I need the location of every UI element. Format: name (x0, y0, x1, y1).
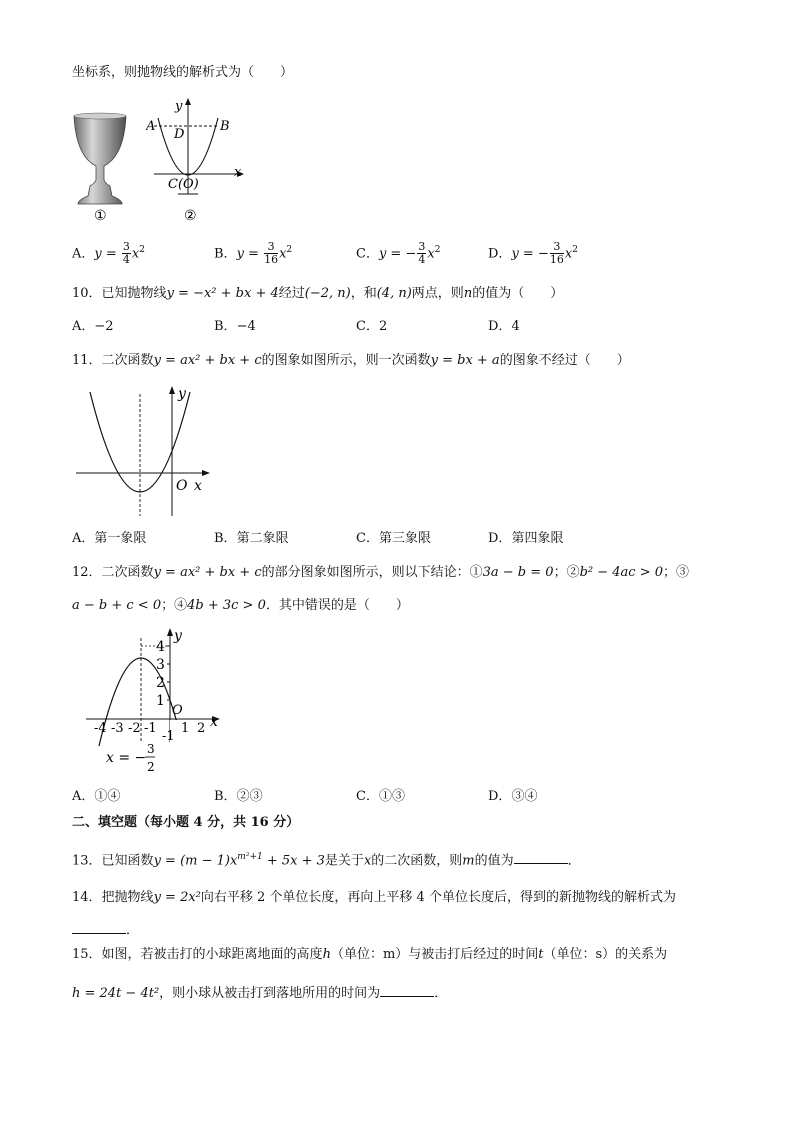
sq-sup: 2 (572, 245, 578, 255)
option-letter: A． (72, 531, 95, 546)
conclusion-4: 4b + 3c > 0 (187, 598, 266, 613)
frac-den: 16 (549, 253, 564, 267)
q12-stem-line2 (72, 597, 409, 615)
conclusion-3: a − b + c < 0 (72, 598, 162, 613)
q9-option-a[interactable] (72, 241, 145, 266)
stem-text: ；② (553, 565, 580, 580)
stem-text: 的值为（ ） (472, 286, 564, 301)
option-text: −4 (236, 319, 256, 334)
q15-stem-line2 (72, 983, 447, 1003)
option-text: 2 (378, 319, 388, 334)
question-number: 13． (72, 853, 102, 869)
stem-text: ；③ (663, 565, 690, 580)
option-text: ①③ (378, 789, 405, 804)
q9-option-c[interactable] (356, 241, 440, 266)
stem-text: 如图，若被击打的小球距离地面的高度 (101, 947, 323, 962)
option-sign: − (405, 246, 417, 262)
question-number: 11． (72, 353, 102, 368)
option-text: 第四象限 (511, 531, 564, 546)
frac-num: 3 (122, 240, 130, 254)
stem-text: 向右平移 2 个单位长度，再向上平移 4 个单位长度后，得到的新抛物线的解析式为 (200, 890, 676, 905)
q11-x-label: x (194, 478, 202, 494)
stem-text: （单位：m）与被击打后经过的时间 (330, 947, 539, 962)
q10-option-d[interactable] (488, 318, 520, 336)
answer-blank[interactable] (72, 920, 126, 934)
question-number: 15． (72, 947, 102, 962)
q12-o-label: O (172, 703, 183, 718)
frac-den: 16 (264, 253, 279, 267)
section-2-title: 二、填空题（每小题 4 分，共 16 分） (72, 815, 300, 830)
q12-option-b[interactable] (214, 788, 263, 806)
stem-text: 二次函数 (101, 565, 154, 580)
option-letter: B． (214, 246, 237, 262)
option-letter: D． (488, 319, 512, 334)
option-var: x (427, 246, 435, 262)
q12-option-c[interactable] (356, 788, 405, 806)
q12-stem-line1 (72, 564, 689, 582)
option-fraction (264, 241, 278, 266)
stem-text: 已知抛物线 (101, 286, 167, 301)
cup-parabola-figure (146, 96, 250, 224)
option-text: ③④ (511, 789, 538, 804)
option-letter: A． (72, 319, 95, 334)
conclusion-2: b² − 4ac > 0 (579, 565, 663, 580)
q12-axis-equation: x = − (106, 750, 147, 766)
stem-text: 的二次函数，则 (371, 853, 463, 869)
option-lhs: y = (511, 246, 538, 262)
stem-text: 的值为 (474, 853, 514, 869)
frac-num: 3 (550, 241, 564, 254)
q12-x-tick-1: 1 (181, 721, 190, 736)
sq-sup: 2 (286, 245, 293, 255)
fig2-y-label: y (175, 99, 183, 114)
stem-text: 是关于 (324, 853, 364, 869)
fig2-b-label: B (220, 119, 230, 134)
frac-den: 4 (418, 253, 426, 267)
q9-option-b[interactable] (214, 241, 292, 266)
q14-stem (72, 889, 676, 907)
q10-stem (72, 285, 563, 303)
q12-axis-den: 2 (147, 760, 155, 774)
option-text: −2 (94, 319, 114, 334)
stem-var: m (462, 853, 475, 869)
option-letter: C． (356, 246, 379, 262)
fig2-x-label: x (234, 165, 242, 180)
stem-text: 经过 (278, 286, 305, 301)
stem-text: 已知函数 (101, 853, 154, 869)
q12-x-tick-m4: -4 (94, 721, 107, 736)
stem-text: ，则小球从被击打到落地所用的时间为 (159, 986, 381, 1001)
stem-var: x (363, 853, 372, 869)
frac-num: 3 (264, 241, 278, 254)
q11-o-label: O (176, 478, 188, 494)
q10-option-c[interactable] (356, 318, 387, 336)
figure-2-caption: ② (184, 208, 197, 224)
option-var: x (131, 246, 140, 262)
option-letter: A． (72, 789, 95, 804)
stem-text: 的部分图象如图所示，则以下结论：① (261, 565, 483, 580)
q11-option-d[interactable] (488, 530, 563, 548)
stem-var: n (463, 286, 473, 301)
q11-y-label: y (178, 386, 186, 402)
option-lhs: y = (94, 246, 121, 262)
option-letter: C． (356, 319, 379, 334)
question-number: 10． (72, 286, 102, 301)
q14-answer-line (72, 920, 139, 940)
stem-expr: y = ax² + bx + c (153, 565, 262, 580)
q12-y-label: y (174, 628, 182, 644)
q10-option-a[interactable] (72, 318, 114, 336)
stem-text: 两点，则 (411, 286, 464, 301)
fig2-d-label: D (174, 127, 185, 142)
option-lhs: y = (236, 246, 264, 262)
stem-text: ；④ (161, 598, 188, 613)
stem-text: ． (434, 986, 448, 1001)
option-fraction (122, 241, 131, 266)
stem-expr: y = ax² + bx + c (153, 353, 262, 368)
q12-option-a[interactable] (72, 788, 120, 806)
q10-option-b[interactable] (214, 318, 256, 336)
stem-text: ，和 (350, 286, 377, 301)
option-var: x (279, 246, 287, 262)
option-letter: D． (488, 531, 512, 546)
q12-y-tick-m1: -1 (162, 729, 175, 744)
stem-expr: + 5x + 3 (262, 853, 325, 869)
q12-x-tick-m2: -2 (128, 721, 141, 736)
q11-parabola-graph (74, 382, 214, 520)
sq-sup: 2 (139, 245, 145, 255)
fig2-a-label: A (146, 119, 156, 134)
option-lhs: y = (378, 246, 406, 262)
option-fraction (417, 241, 426, 266)
option-letter: B． (214, 319, 237, 334)
stem-text: ． (126, 923, 140, 938)
option-text: 第一象限 (94, 531, 147, 546)
answer-blank[interactable] (514, 850, 568, 864)
q12-y-tick-1: 1 (156, 693, 165, 709)
stem-expr: y = 2x² (153, 890, 201, 905)
goblet-figure (70, 110, 130, 222)
sq-sup: 2 (434, 245, 441, 255)
q12-y-tick-2: 2 (156, 675, 165, 691)
stem-expr: y = −x² + bx + 4 (166, 286, 279, 301)
question-number: 14． (72, 890, 102, 905)
option-text: 第三象限 (378, 531, 431, 546)
q11-option-c[interactable] (356, 530, 431, 548)
fig2-co-label: C(O) (168, 177, 199, 192)
q13-stem (72, 848, 581, 870)
option-text: 4 (511, 319, 520, 334)
option-letter: B． (214, 531, 237, 546)
stem-point: (4, n) (376, 286, 412, 301)
q12-parabola-graph (84, 622, 226, 778)
q11-option-b[interactable] (214, 530, 289, 548)
q12-x-tick-m3: -3 (111, 721, 124, 736)
answer-blank[interactable] (380, 983, 434, 997)
option-letter: C． (356, 531, 379, 546)
stem-var: h (322, 947, 331, 962)
q9-continuation: 坐标系，则抛物线的解析式为（ ） (72, 65, 294, 80)
option-sign: − (537, 246, 549, 262)
q15-stem-line1 (72, 946, 667, 964)
option-letter: D． (488, 246, 512, 262)
q12-y-tick-4: 4 (156, 639, 165, 655)
question-number: 12． (72, 565, 102, 580)
q12-x-tick-2: 2 (197, 721, 206, 736)
option-letter: B． (214, 789, 237, 804)
q12-x-tick-m1: -1 (144, 721, 157, 736)
q11-option-a[interactable] (72, 530, 146, 548)
option-text: 第二象限 (236, 531, 289, 546)
stem-text: ． (567, 853, 581, 869)
stem-text: ．其中错误的是（ ） (265, 598, 409, 613)
stem-var: t (538, 947, 544, 962)
stem-point: (−2, n) (304, 286, 351, 301)
option-text: ①④ (94, 789, 121, 804)
option-var: x (564, 246, 573, 262)
q12-option-d[interactable] (488, 788, 537, 806)
option-fraction (550, 241, 564, 266)
q12-axis-num: 3 (147, 742, 155, 756)
option-letter: C． (356, 789, 379, 804)
option-letter: A． (72, 246, 95, 262)
stem-text: 的图象不经过（ ） (499, 353, 630, 368)
q12-y-tick-3: 3 (156, 657, 165, 673)
stem-text: 把抛物线 (101, 890, 154, 905)
q9-option-d[interactable] (488, 241, 578, 266)
stem-text: 二次函数 (101, 353, 154, 368)
frac-den: 4 (122, 253, 130, 267)
conclusion-1: 3a − b = 0 (482, 565, 554, 580)
stem-text: 的图象如图所示，则一次函数 (261, 353, 431, 368)
frac-num: 3 (418, 240, 426, 254)
option-letter: D． (488, 789, 512, 804)
stem-expr: h = 24t − 4t² (72, 986, 160, 1001)
figure-1-caption: ① (94, 208, 107, 222)
stem-expr: y = bx + a (430, 353, 500, 368)
stem-text: （单位：s）的关系为 (543, 947, 668, 962)
q12-x-label: x (210, 714, 218, 730)
option-text: ②③ (236, 789, 263, 804)
stem-exponent: m²+1 (237, 852, 263, 862)
stem-expr: y = (m − 1)x (153, 853, 238, 869)
q11-stem (72, 352, 630, 370)
